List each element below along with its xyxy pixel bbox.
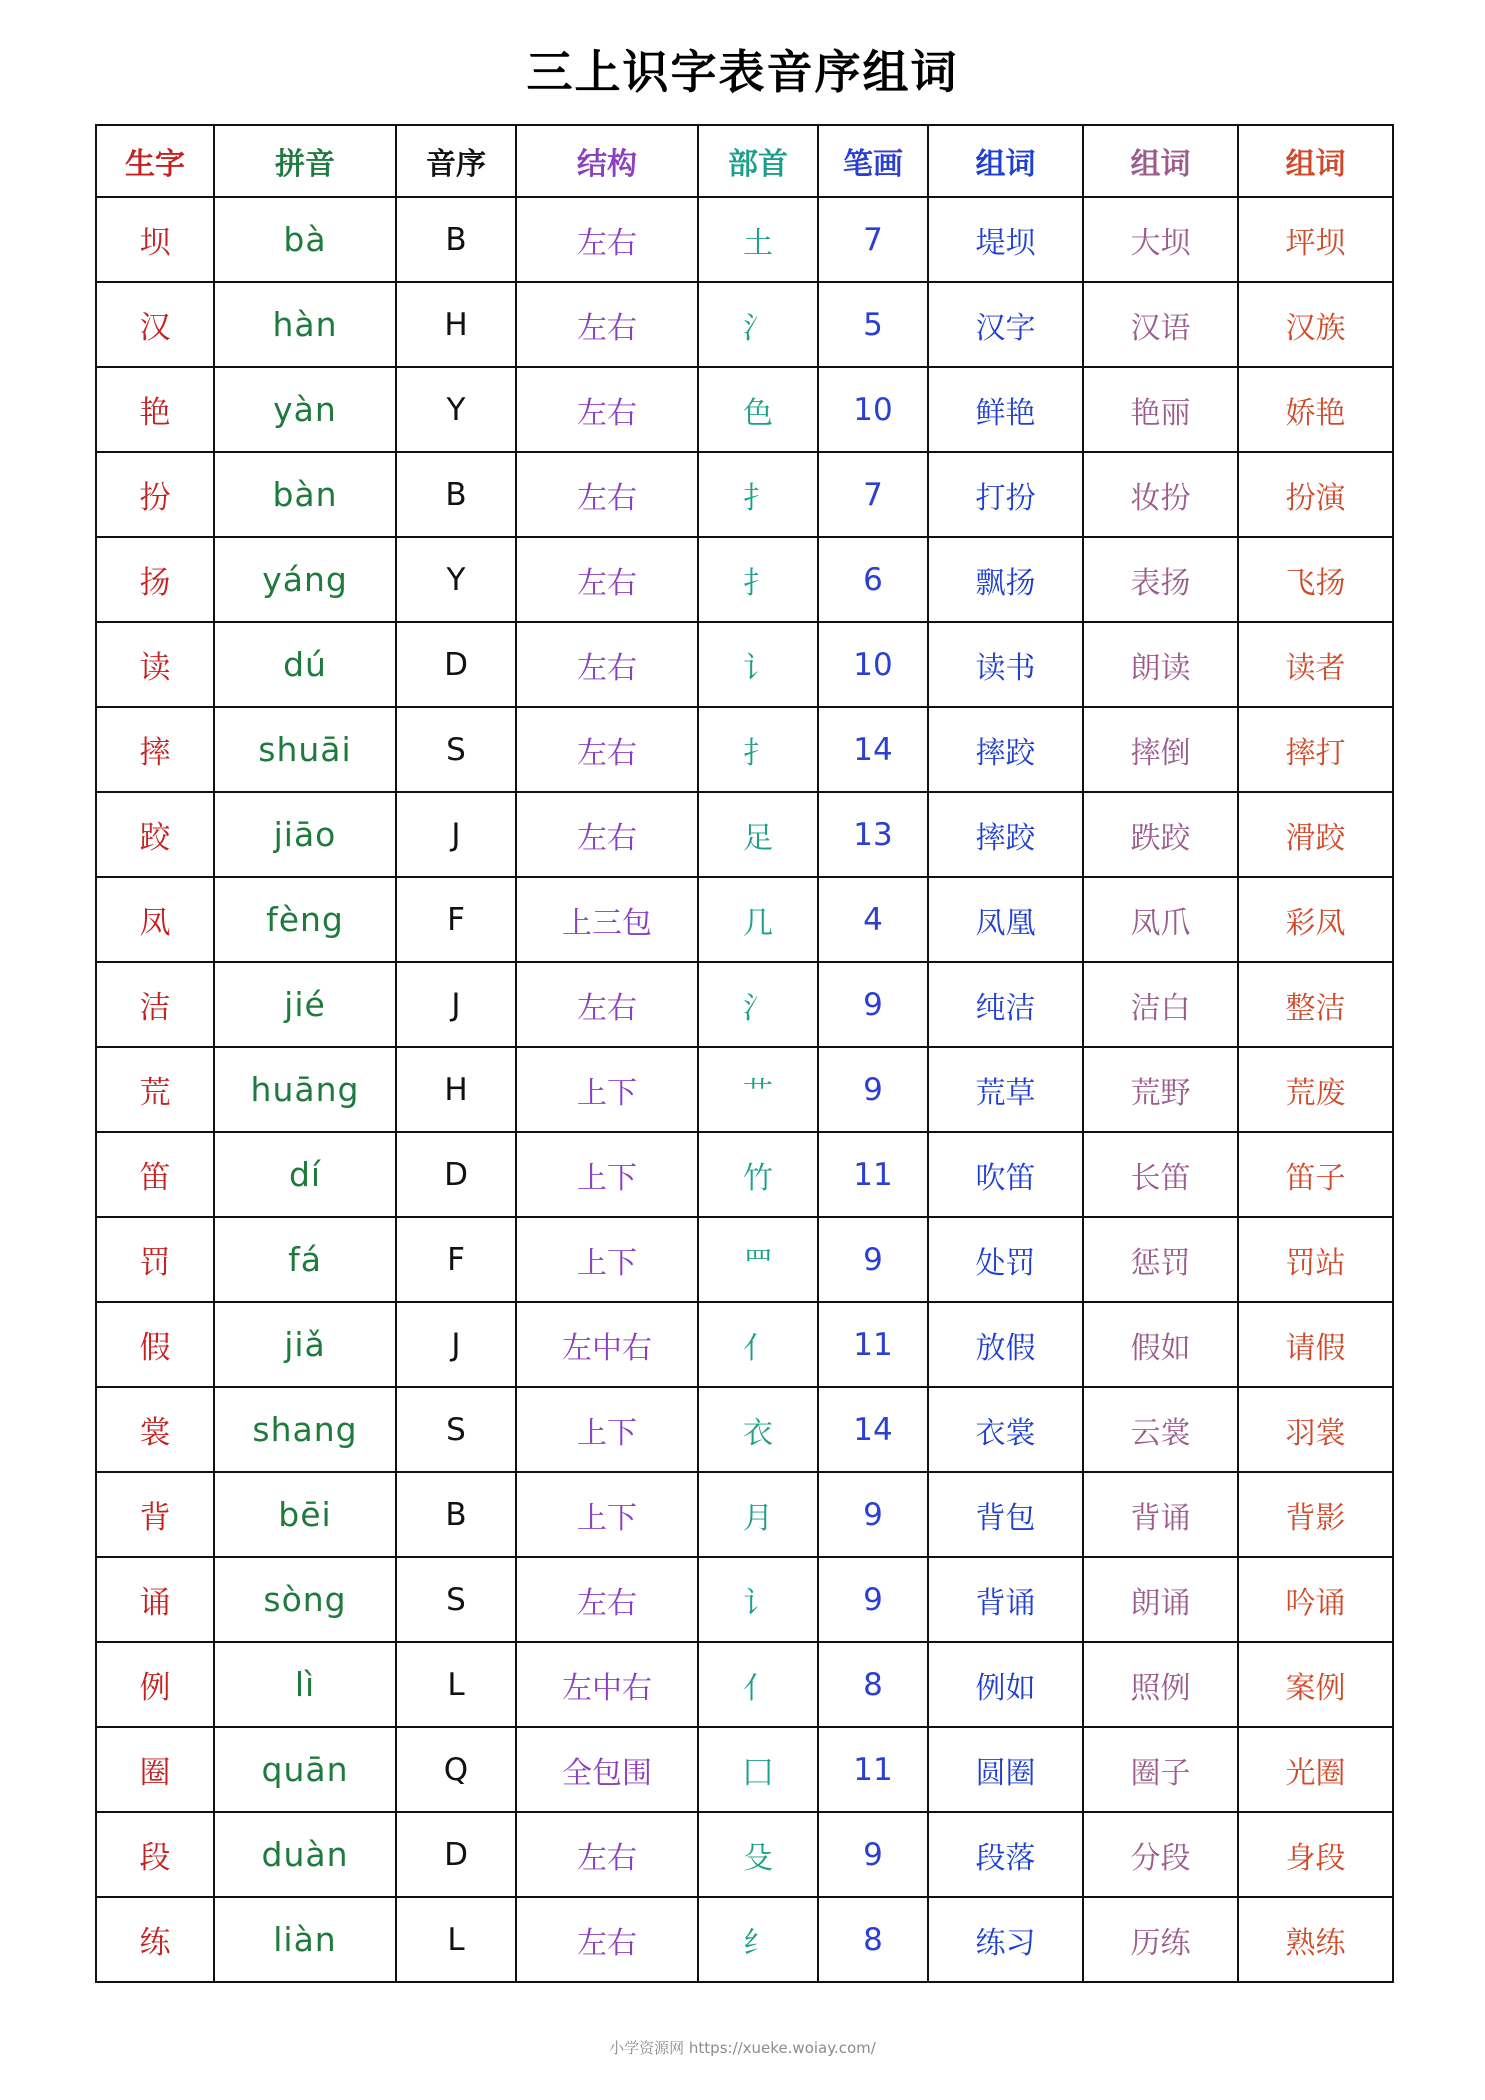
cell-structure: 上下: [516, 1217, 698, 1302]
cell-character: 假: [96, 1302, 214, 1387]
cell-pinyin: bà: [214, 197, 396, 282]
cell-character: 例: [96, 1642, 214, 1727]
cell-radical: 罒: [698, 1217, 818, 1302]
cell-character: 洁: [96, 962, 214, 1047]
cell-word-3: 读者: [1238, 622, 1393, 707]
table-row: [96, 1727, 1393, 1812]
cell-radical: 扌: [698, 707, 818, 792]
cell-character: 背: [96, 1472, 214, 1557]
cell-word-1: 处罚: [928, 1217, 1083, 1302]
table-row: [96, 197, 1393, 282]
table-row: [96, 1557, 1393, 1642]
cell-word-2: 凤爪: [1083, 877, 1238, 962]
character-table: [95, 124, 1394, 1983]
cell-word-2: 妆扮: [1083, 452, 1238, 537]
cell-structure: 上三包: [516, 877, 698, 962]
cell-character: 诵: [96, 1557, 214, 1642]
cell-strokes: 11: [818, 1727, 928, 1812]
cell-structure: 上下: [516, 1047, 698, 1132]
cell-word-2: 云裳: [1083, 1387, 1238, 1472]
cell-word-3: 笛子: [1238, 1132, 1393, 1217]
cell-word-2: 朗读: [1083, 622, 1238, 707]
cell-initial: Y: [396, 367, 516, 452]
cell-character: 笛: [96, 1132, 214, 1217]
cell-radical: 艹: [698, 1047, 818, 1132]
cell-structure: 左右: [516, 622, 698, 707]
cell-radical: 亻: [698, 1302, 818, 1387]
cell-word-1: 吹笛: [928, 1132, 1083, 1217]
column-header-radical: 部首: [698, 125, 818, 197]
cell-strokes: 9: [818, 1557, 928, 1642]
cell-word-3: 彩凤: [1238, 877, 1393, 962]
cell-word-3: 坪坝: [1238, 197, 1393, 282]
column-header-word-2: 组词: [1083, 125, 1238, 197]
cell-word-2: 汉语: [1083, 282, 1238, 367]
cell-pinyin: quān: [214, 1727, 396, 1812]
cell-initial: Y: [396, 537, 516, 622]
cell-character: 段: [96, 1812, 214, 1897]
cell-character: 凤: [96, 877, 214, 962]
cell-structure: 左右: [516, 962, 698, 1047]
cell-word-2: 圈子: [1083, 1727, 1238, 1812]
cell-word-1: 飘扬: [928, 537, 1083, 622]
cell-word-2: 长笛: [1083, 1132, 1238, 1217]
cell-word-2: 表扬: [1083, 537, 1238, 622]
cell-radical: 月: [698, 1472, 818, 1557]
cell-initial: L: [396, 1642, 516, 1727]
cell-radical: 纟: [698, 1897, 818, 1982]
cell-character: 艳: [96, 367, 214, 452]
cell-pinyin: shang: [214, 1387, 396, 1472]
cell-word-1: 例如: [928, 1642, 1083, 1727]
cell-word-2: 艳丽: [1083, 367, 1238, 452]
table-row: [96, 367, 1393, 452]
cell-character: 练: [96, 1897, 214, 1982]
cell-structure: 左右: [516, 367, 698, 452]
cell-radical: 氵: [698, 962, 818, 1047]
cell-radical: 扌: [698, 452, 818, 537]
cell-structure: 左右: [516, 452, 698, 537]
cell-initial: H: [396, 1047, 516, 1132]
cell-structure: 左中右: [516, 1302, 698, 1387]
cell-word-3: 身段: [1238, 1812, 1393, 1897]
column-header-structure: 结构: [516, 125, 698, 197]
footer-watermark: 小学资源网 https://xueke.woiay.com/: [609, 2039, 876, 2057]
cell-word-1: 放假: [928, 1302, 1083, 1387]
cell-initial: Q: [396, 1727, 516, 1812]
table-row: [96, 537, 1393, 622]
cell-structure: 全包围: [516, 1727, 698, 1812]
cell-word-2: 背诵: [1083, 1472, 1238, 1557]
cell-strokes: 11: [818, 1302, 928, 1387]
cell-word-1: 摔跤: [928, 792, 1083, 877]
cell-word-3: 吟诵: [1238, 1557, 1393, 1642]
cell-initial: B: [396, 197, 516, 282]
cell-pinyin: shuāi: [214, 707, 396, 792]
cell-character: 荒: [96, 1047, 214, 1132]
table-row: [96, 452, 1393, 537]
cell-strokes: 10: [818, 622, 928, 707]
column-header-strokes: 笔画: [818, 125, 928, 197]
cell-word-2: 朗诵: [1083, 1557, 1238, 1642]
cell-word-3: 案例: [1238, 1642, 1393, 1727]
cell-word-1: 衣裳: [928, 1387, 1083, 1472]
cell-word-2: 历练: [1083, 1897, 1238, 1982]
cell-radical: 囗: [698, 1727, 818, 1812]
cell-pinyin: dí: [214, 1132, 396, 1217]
cell-word-3: 荒废: [1238, 1047, 1393, 1132]
cell-character: 圈: [96, 1727, 214, 1812]
cell-initial: S: [396, 1387, 516, 1472]
cell-word-2: 大坝: [1083, 197, 1238, 282]
cell-structure: 左右: [516, 1897, 698, 1982]
table-body: [96, 197, 1393, 1982]
cell-word-1: 背诵: [928, 1557, 1083, 1642]
cell-radical: 氵: [698, 282, 818, 367]
table-row: [96, 1897, 1393, 1982]
cell-initial: D: [396, 1812, 516, 1897]
cell-radical: 扌: [698, 537, 818, 622]
cell-pinyin: sòng: [214, 1557, 396, 1642]
cell-word-2: 摔倒: [1083, 707, 1238, 792]
table-row: [96, 1047, 1393, 1132]
table-row: [96, 707, 1393, 792]
cell-word-1: 汉字: [928, 282, 1083, 367]
cell-pinyin: yàn: [214, 367, 396, 452]
cell-radical: 讠: [698, 1557, 818, 1642]
cell-strokes: 8: [818, 1642, 928, 1727]
cell-radical: 衣: [698, 1387, 818, 1472]
cell-radical: 竹: [698, 1132, 818, 1217]
cell-radical: 色: [698, 367, 818, 452]
cell-strokes: 9: [818, 962, 928, 1047]
cell-structure: 左右: [516, 1557, 698, 1642]
cell-word-1: 荒草: [928, 1047, 1083, 1132]
table-row: [96, 792, 1393, 877]
column-header-pinyin: 拼音: [214, 125, 396, 197]
cell-strokes: 13: [818, 792, 928, 877]
cell-word-3: 飞扬: [1238, 537, 1393, 622]
cell-pinyin: lì: [214, 1642, 396, 1727]
cell-character: 裳: [96, 1387, 214, 1472]
cell-initial: D: [396, 622, 516, 707]
cell-word-1: 段落: [928, 1812, 1083, 1897]
cell-character: 摔: [96, 707, 214, 792]
cell-character: 跤: [96, 792, 214, 877]
cell-word-3: 扮演: [1238, 452, 1393, 537]
cell-strokes: 9: [818, 1472, 928, 1557]
cell-word-3: 滑跤: [1238, 792, 1393, 877]
column-header-word-3: 组词: [1238, 125, 1393, 197]
cell-word-2: 分段: [1083, 1812, 1238, 1897]
cell-pinyin: jiǎ: [214, 1302, 396, 1387]
cell-radical: 亻: [698, 1642, 818, 1727]
cell-radical: 足: [698, 792, 818, 877]
cell-word-3: 光圈: [1238, 1727, 1393, 1812]
cell-initial: S: [396, 1557, 516, 1642]
cell-strokes: 14: [818, 1387, 928, 1472]
cell-word-2: 惩罚: [1083, 1217, 1238, 1302]
cell-word-3: 摔打: [1238, 707, 1393, 792]
cell-structure: 上下: [516, 1132, 698, 1217]
cell-pinyin: liàn: [214, 1897, 396, 1982]
cell-word-1: 背包: [928, 1472, 1083, 1557]
cell-strokes: 14: [818, 707, 928, 792]
cell-strokes: 11: [818, 1132, 928, 1217]
cell-word-3: 背影: [1238, 1472, 1393, 1557]
cell-word-3: 整洁: [1238, 962, 1393, 1047]
table-row: [96, 1642, 1393, 1727]
table-row: [96, 1387, 1393, 1472]
table-row: [96, 282, 1393, 367]
table-row: [96, 622, 1393, 707]
table-row: [96, 962, 1393, 1047]
cell-word-2: 跌跤: [1083, 792, 1238, 877]
cell-pinyin: yáng: [214, 537, 396, 622]
table-header-row: [96, 125, 1393, 197]
cell-initial: J: [396, 962, 516, 1047]
table-row: [96, 1132, 1393, 1217]
cell-word-1: 纯洁: [928, 962, 1083, 1047]
cell-initial: D: [396, 1132, 516, 1217]
cell-initial: H: [396, 282, 516, 367]
cell-word-1: 读书: [928, 622, 1083, 707]
cell-strokes: 6: [818, 537, 928, 622]
cell-word-2: 荒野: [1083, 1047, 1238, 1132]
cell-initial: S: [396, 707, 516, 792]
cell-word-3: 熟练: [1238, 1897, 1393, 1982]
column-header-initial: 音序: [396, 125, 516, 197]
cell-word-3: 娇艳: [1238, 367, 1393, 452]
cell-pinyin: huāng: [214, 1047, 396, 1132]
cell-strokes: 4: [818, 877, 928, 962]
cell-pinyin: duàn: [214, 1812, 396, 1897]
cell-character: 读: [96, 622, 214, 707]
cell-initial: J: [396, 792, 516, 877]
cell-radical: 讠: [698, 622, 818, 707]
cell-strokes: 9: [818, 1217, 928, 1302]
page-title: 三上识字表音序组词: [526, 45, 959, 99]
cell-structure: 左右: [516, 707, 698, 792]
cell-word-3: 罚站: [1238, 1217, 1393, 1302]
cell-structure: 上下: [516, 1387, 698, 1472]
cell-initial: B: [396, 452, 516, 537]
column-header-character: 生字: [96, 125, 214, 197]
cell-character: 扮: [96, 452, 214, 537]
cell-character: 坝: [96, 197, 214, 282]
cell-structure: 左右: [516, 282, 698, 367]
cell-structure: 左中右: [516, 1642, 698, 1727]
cell-strokes: 9: [818, 1812, 928, 1897]
cell-pinyin: jiāo: [214, 792, 396, 877]
cell-word-2: 照例: [1083, 1642, 1238, 1727]
column-header-word-1: 组词: [928, 125, 1083, 197]
cell-word-1: 打扮: [928, 452, 1083, 537]
cell-initial: L: [396, 1897, 516, 1982]
cell-strokes: 7: [818, 197, 928, 282]
cell-structure: 左右: [516, 792, 698, 877]
cell-structure: 左右: [516, 197, 698, 282]
cell-pinyin: bēi: [214, 1472, 396, 1557]
cell-strokes: 8: [818, 1897, 928, 1982]
table-row: [96, 1472, 1393, 1557]
cell-word-3: 羽裳: [1238, 1387, 1393, 1472]
cell-structure: 左右: [516, 1812, 698, 1897]
cell-word-3: 请假: [1238, 1302, 1393, 1387]
cell-structure: 左右: [516, 537, 698, 622]
cell-pinyin: dú: [214, 622, 396, 707]
cell-character: 扬: [96, 537, 214, 622]
cell-initial: F: [396, 877, 516, 962]
cell-pinyin: fèng: [214, 877, 396, 962]
cell-word-2: 假如: [1083, 1302, 1238, 1387]
cell-radical: 几: [698, 877, 818, 962]
cell-word-1: 摔跤: [928, 707, 1083, 792]
cell-word-1: 堤坝: [928, 197, 1083, 282]
cell-word-1: 鲜艳: [928, 367, 1083, 452]
cell-radical: 土: [698, 197, 818, 282]
table-row: [96, 1812, 1393, 1897]
cell-word-2: 洁白: [1083, 962, 1238, 1047]
cell-strokes: 5: [818, 282, 928, 367]
cell-word-3: 汉族: [1238, 282, 1393, 367]
cell-character: 汉: [96, 282, 214, 367]
cell-strokes: 9: [818, 1047, 928, 1132]
cell-strokes: 7: [818, 452, 928, 537]
cell-pinyin: fá: [214, 1217, 396, 1302]
table-row: [96, 877, 1393, 962]
cell-initial: J: [396, 1302, 516, 1387]
table-row: [96, 1302, 1393, 1387]
cell-initial: B: [396, 1472, 516, 1557]
cell-word-1: 凤凰: [928, 877, 1083, 962]
cell-pinyin: jié: [214, 962, 396, 1047]
cell-radical: 殳: [698, 1812, 818, 1897]
table-row: [96, 1217, 1393, 1302]
cell-word-1: 练习: [928, 1897, 1083, 1982]
cell-word-1: 圆圈: [928, 1727, 1083, 1812]
cell-structure: 上下: [516, 1472, 698, 1557]
cell-initial: F: [396, 1217, 516, 1302]
cell-strokes: 10: [818, 367, 928, 452]
cell-pinyin: hàn: [214, 282, 396, 367]
cell-pinyin: bàn: [214, 452, 396, 537]
cell-character: 罚: [96, 1217, 214, 1302]
